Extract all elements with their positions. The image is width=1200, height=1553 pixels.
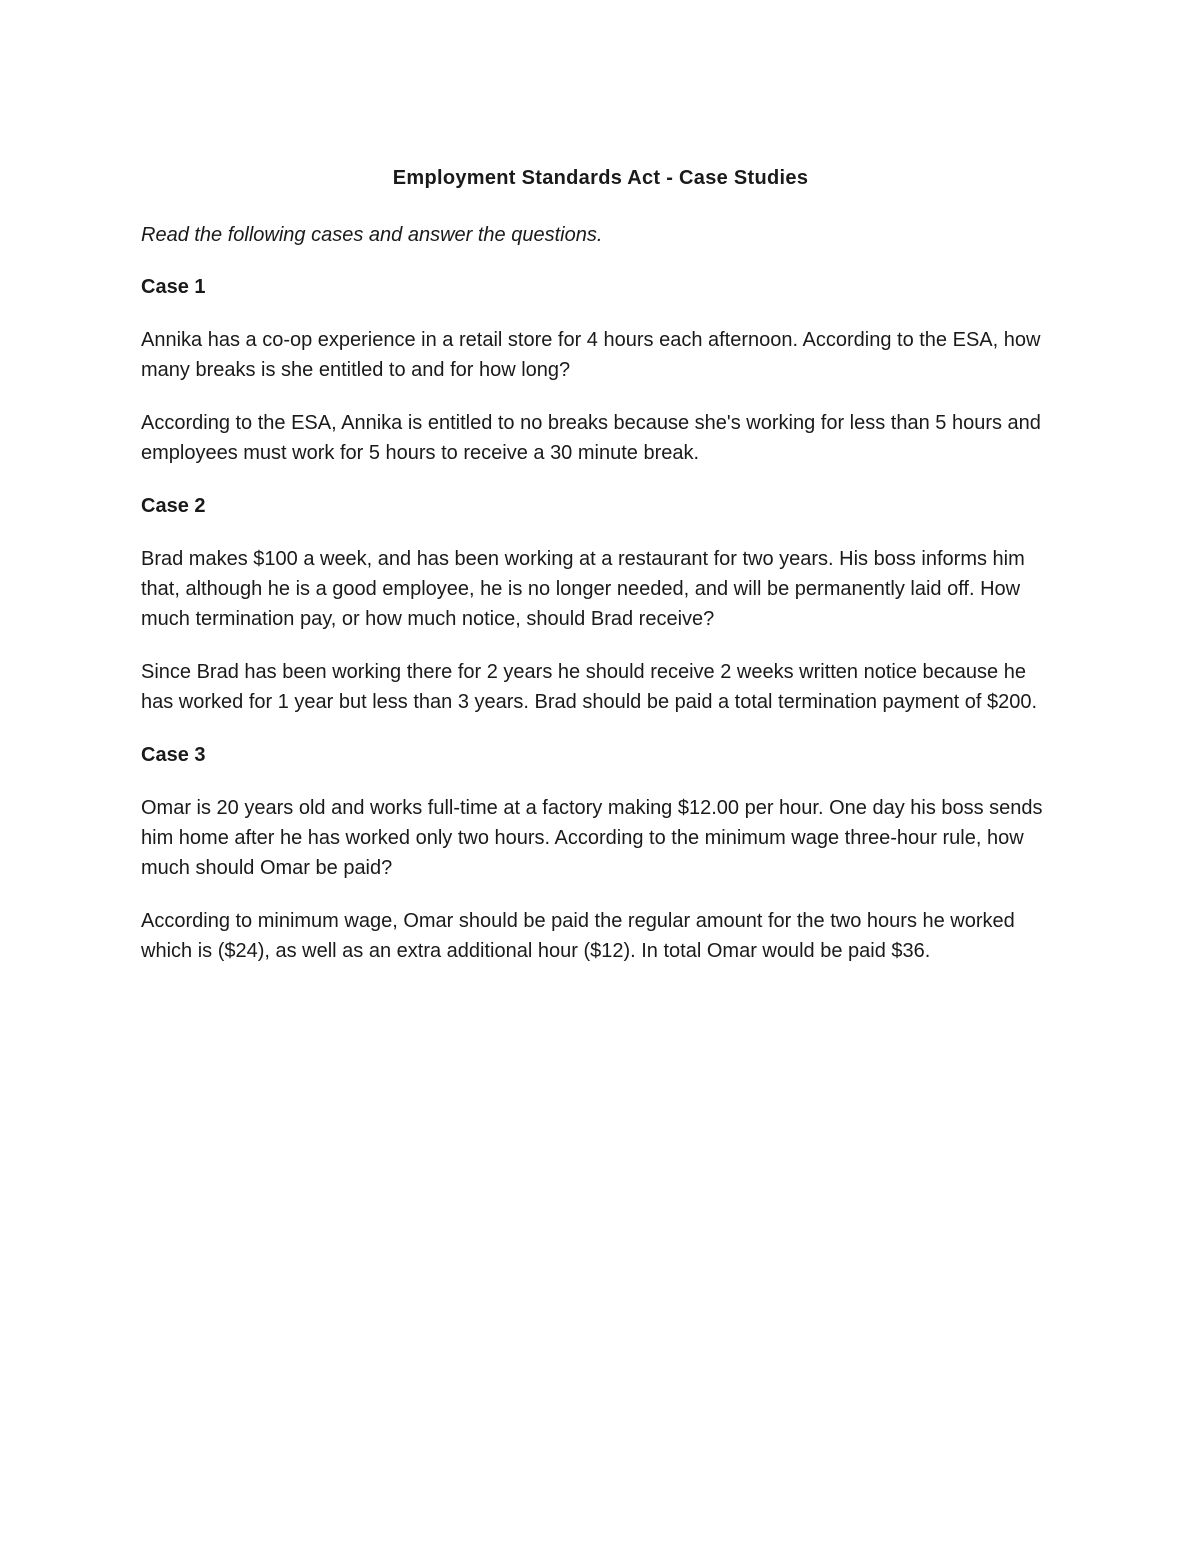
- case-3-block: [141, 740, 1060, 966]
- case-2-heading: Case 2: [141, 495, 206, 517]
- case-3-answer: According to minimum wage, Omar should be paid the regular amount for the two hours he worked which is ($24), as well as an extra additional hour ($12). In total Omar would be paid $36.: [141, 910, 1015, 962]
- case-2-block: [141, 491, 1060, 717]
- case-2-answer: Since Brad has been working there for 2 years he should receive 2 weeks written notice because he has worked for 1 year but less than 3 years. Brad should be paid a total termination payment of $200.: [141, 661, 1038, 713]
- case-3-question: Omar is 20 years old and works full-time at a factory making $12.00 per hour. One day his boss sends him home after he has worked only two hours. According to the minimum wage three-hour rule, how much should Omar be paid?: [141, 797, 1043, 879]
- case-3-heading: Case 3: [141, 744, 206, 766]
- case-1-question: Annika has a co-op experience in a retail store for 4 hours each afternoon. According to the ESA, how many breaks is she entitled to and for how long?: [141, 329, 1041, 381]
- case-2-question: Brad makes $100 a week, and has been working at a restaurant for two years. His boss informs him that, although he is a good employee, he is no longer needed, and will be permanently laid off. How much termination pay, or how much notice, should Brad receive?: [141, 548, 1025, 630]
- case-1-answer: According to the ESA, Annika is entitled to no breaks because she's working for less than 5 hours and employees must work for 5 hours to receive a 30 minute break.: [141, 412, 1041, 464]
- instructions-text: Read the following cases and answer the questions.: [141, 224, 603, 246]
- case-1-block: [141, 272, 1060, 468]
- case-1-heading: Case 1: [141, 276, 206, 298]
- document-title: Employment Standards Act - Case Studies: [392, 167, 809, 189]
